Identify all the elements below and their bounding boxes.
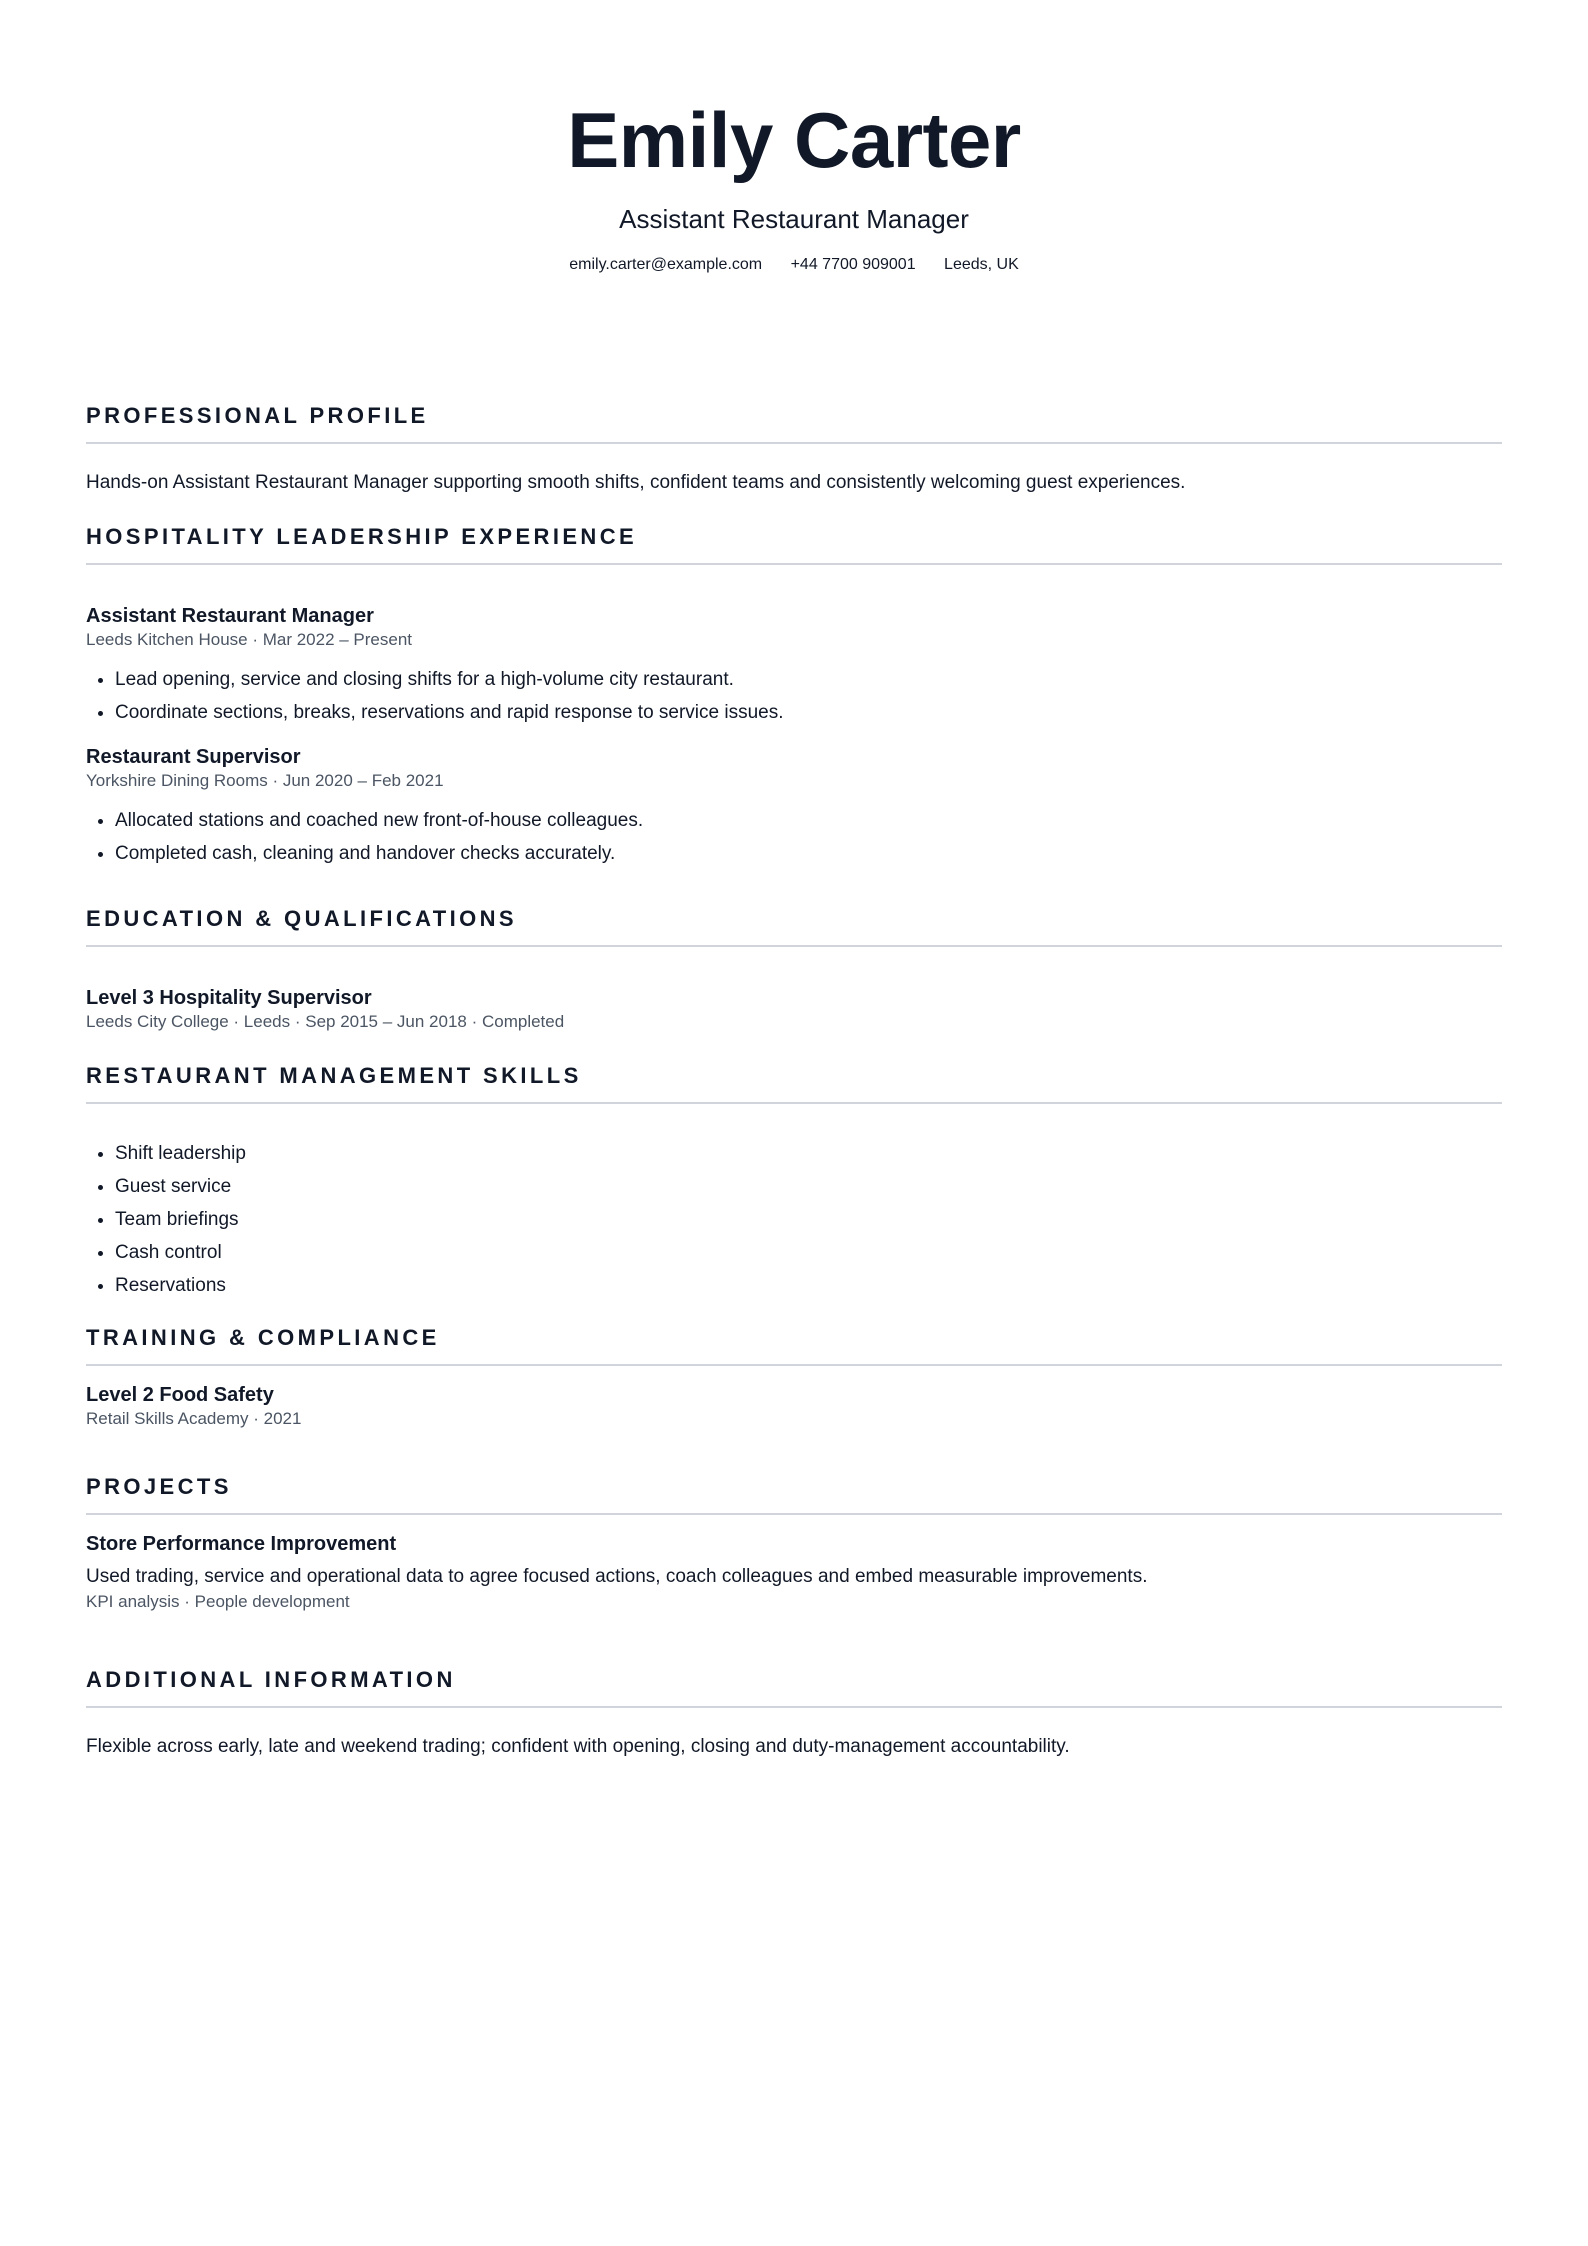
candidate-name: Emily Carter: [567, 96, 1021, 184]
candidate-title: Assistant Restaurant Manager: [619, 204, 969, 234]
section-heading: PROFESSIONAL PROFILE: [86, 402, 1502, 444]
section-heading: ADDITIONAL INFORMATION: [86, 1666, 1502, 1708]
job-bullets: [86, 804, 1502, 870]
contact-phone: +44 7700 909001: [790, 256, 916, 273]
contact-line: [86, 254, 1502, 276]
section-profile: [86, 402, 1502, 497]
project-title: Store Performance Improvement: [86, 1533, 397, 1555]
profile-text: Hands-on Assistant Restaurant Manager supporting smooth shifts, confident teams and consistently welcoming guest experiences.: [86, 472, 1186, 493]
list-item: • Completed cash, cleaning and handover checks accurately.: [115, 837, 1502, 870]
project-meta: KPI analysis · People development: [86, 1592, 350, 1611]
section-projects: [86, 1473, 1502, 1613]
education-meta: Leeds City College · Leeds · Sep 2015 – Jun 2018 · Completed: [86, 1012, 565, 1031]
list-item: • Coordinate sections, breaks, reservations and rapid response to service issues.: [115, 696, 1502, 729]
project-entry: [86, 1531, 1502, 1613]
job-title: Restaurant Supervisor: [86, 746, 301, 768]
section-heading: EDUCATION & QUALIFICATIONS: [86, 905, 1502, 947]
list-item: • Guest service: [115, 1170, 1502, 1203]
training-title: Level 2 Food Safety: [86, 1384, 274, 1406]
job-bullets: [86, 663, 1502, 729]
job-entry: [86, 603, 1502, 729]
project-text: Used trading, service and operational data to agree focused actions, coach colleagues and embed measurable improvements.: [86, 1566, 1148, 1587]
contact-location: Leeds, UK: [944, 256, 1019, 273]
section-heading: TRAINING & COMPLIANCE: [86, 1324, 1502, 1366]
section-experience: [86, 523, 1502, 870]
list-item: • Cash control: [115, 1236, 1502, 1269]
resume-header: [86, 0, 1502, 276]
list-item: • Reservations: [115, 1269, 1502, 1302]
job-meta: Yorkshire Dining Rooms · Jun 2020 – Feb 2021: [86, 771, 444, 790]
training-meta: Retail Skills Academy · 2021: [86, 1409, 302, 1428]
list-item: • Shift leadership: [115, 1137, 1502, 1170]
list-item: • Allocated stations and coached new front-of-house colleagues.: [115, 804, 1502, 837]
education-title: Level 3 Hospitality Supervisor: [86, 987, 372, 1009]
section-training: [86, 1324, 1502, 1430]
job-title: Assistant Restaurant Manager: [86, 605, 374, 627]
education-entry: [86, 985, 1502, 1033]
list-item: • Lead opening, service and closing shifts for a high-volume city restaurant.: [115, 663, 1502, 696]
job-meta: Leeds Kitchen House · Mar 2022 – Present: [86, 630, 413, 649]
list-item: • Team briefings: [115, 1203, 1502, 1236]
section-education: [86, 905, 1502, 1033]
job-entry: [86, 744, 1502, 870]
section-heading: RESTAURANT MANAGEMENT SKILLS: [86, 1062, 1502, 1104]
section-heading: HOSPITALITY LEADERSHIP EXPERIENCE: [86, 523, 1502, 565]
skills-list: [86, 1137, 1502, 1302]
section-heading: PROJECTS: [86, 1473, 1502, 1515]
section-additional: [86, 1666, 1502, 1761]
contact-email: emily.carter@example.com: [569, 256, 763, 273]
additional-text: Flexible across early, late and weekend trading; confident with opening, closing and duty-management accountability.: [86, 1736, 1070, 1757]
section-skills: [86, 1062, 1502, 1302]
training-entry: [86, 1382, 1502, 1430]
